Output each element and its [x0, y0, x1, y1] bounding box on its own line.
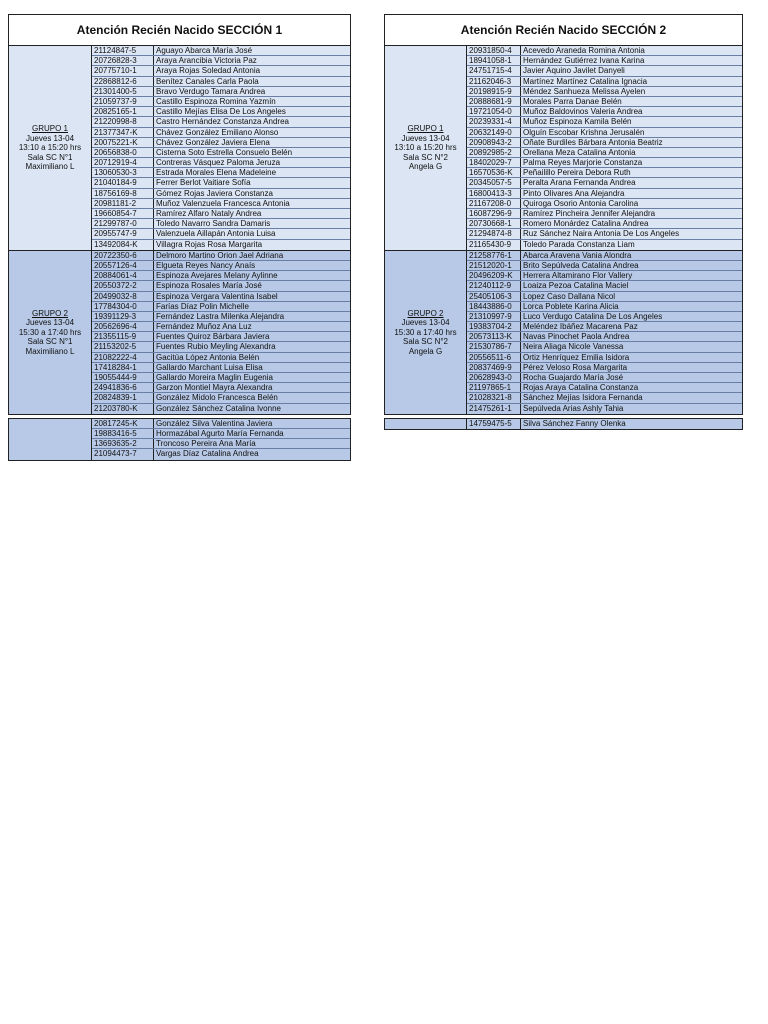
- section-1-extra: [8, 418, 351, 461]
- table-row: [92, 148, 350, 158]
- table-row: [92, 107, 350, 117]
- student-name: Loaiza Pezoa Catalina Maciel: [523, 281, 629, 291]
- student-rut: 14759475-5: [467, 419, 521, 429]
- student-rut: 21059737-9: [92, 97, 154, 106]
- student-name: Acevedo Araneda Romina Antonia: [523, 46, 645, 55]
- table-row: [467, 138, 742, 148]
- table-row: [92, 46, 350, 56]
- student-rut: 21040184-9: [92, 178, 154, 187]
- student-rut: 20239331-4: [467, 117, 521, 126]
- student-rut: 18756169-8: [92, 189, 154, 198]
- student-name: Gacitúa López Antonia Belén: [156, 352, 260, 362]
- student-name: Peñailillo Pereira Debora Ruth: [523, 168, 631, 178]
- table-row: [467, 419, 742, 429]
- student-name: Rojas Araya Catalina Constanza: [523, 383, 639, 393]
- student-rut: 20632149-0: [467, 128, 521, 137]
- group-room: Sala SC N°2: [403, 152, 448, 162]
- table-row: [467, 393, 742, 403]
- student-rut: 20824839-1: [92, 393, 154, 402]
- group-room: Sala SC N°1: [27, 337, 73, 346]
- student-name: Oñate Burdiles Bárbara Antonia Beatriz: [523, 137, 663, 147]
- table-row: [92, 56, 350, 66]
- student-name: Castillo Espinoza Romina Yazmín: [156, 96, 276, 106]
- student-rut: 21167208-0: [467, 199, 521, 208]
- table-row: [467, 66, 742, 76]
- student-rut: 21310997-9: [467, 312, 521, 321]
- table-row: [92, 419, 350, 429]
- table-row: [92, 87, 350, 97]
- student-name: Vargas Díaz Catalina Andrea: [156, 449, 259, 459]
- group-info-empty: [9, 419, 92, 460]
- student-name: González Midolo Francesca Belén: [156, 393, 278, 403]
- table-row: [92, 404, 350, 414]
- student-rut: 13693635-2: [92, 439, 154, 448]
- student-rut: 17784304-0: [92, 302, 154, 311]
- group-info-empty: [385, 419, 467, 429]
- table-row: [467, 322, 742, 332]
- student-name: Troncoso Pereira Ana María: [156, 439, 256, 449]
- table-row: [92, 281, 350, 291]
- student-rut: 13060530-3: [92, 168, 154, 177]
- student-rut: 24751715-4: [467, 66, 521, 75]
- student-rut: 21355115-9: [92, 332, 154, 341]
- student-rut: 20550372-2: [92, 281, 154, 290]
- student-name: Ramírez Alfaro Nataly Andrea: [156, 209, 262, 218]
- section-2-extra: [384, 418, 743, 430]
- student-name: Farías Díaz Polin Michelle: [156, 301, 249, 311]
- student-rut: 18941058-1: [467, 56, 521, 65]
- group-tutor: Angela G: [408, 162, 443, 172]
- student-name: Hernández Gutiérrez Ivana Karina: [523, 56, 645, 66]
- student-list: [467, 419, 742, 429]
- group-day: Jueves 13-04: [401, 133, 450, 143]
- table-row: [92, 219, 350, 229]
- table-row: [92, 168, 350, 178]
- student-rut: 20892985-2: [467, 148, 521, 157]
- student-rut: 20496209-K: [467, 271, 521, 280]
- student-list: [92, 46, 350, 250]
- student-rut: 18443886-0: [467, 302, 521, 311]
- student-rut: 20817245-K: [92, 419, 154, 428]
- student-name: Toledo Navarro Sandra Damaris: [156, 219, 271, 229]
- table-row: [467, 373, 742, 383]
- student-name: Meléndez Ibáñez Macarena Paz: [523, 322, 638, 332]
- student-rut: 20562696-4: [92, 322, 154, 331]
- student-name: Luco Verdugo Catalina De Los Angeles: [523, 311, 663, 321]
- student-name: Silva Sánchez Fanny Olenka: [523, 418, 626, 428]
- table-row: [92, 449, 350, 459]
- table-row: [467, 148, 742, 158]
- student-rut: 24941836-6: [92, 383, 154, 392]
- table-row: [92, 429, 350, 439]
- table-row: [467, 87, 742, 97]
- student-rut: 20726828-3: [92, 56, 154, 65]
- group-room: Sala SC N°1: [27, 152, 73, 162]
- student-name: Morales Parra Danae Belén: [523, 96, 622, 106]
- student-rut: 20884061-4: [92, 271, 154, 280]
- table-row: [467, 199, 742, 209]
- student-name: Espinoza Avejares Melany Aylinne: [156, 271, 278, 281]
- table-row: [92, 199, 350, 209]
- student-name: Ferrer Berlot Vaitiare Sofía: [156, 178, 251, 188]
- table-row: [467, 261, 742, 271]
- student-name: Fernández Lastra Milenka Alejandra: [156, 311, 285, 321]
- table-row: [92, 342, 350, 352]
- student-name: Araya Arancibia Victoria Paz: [156, 56, 257, 66]
- student-rut: 16570536-K: [467, 168, 521, 177]
- student-rut: 20656838-0: [92, 148, 154, 157]
- student-rut: 21220998-8: [92, 117, 154, 126]
- group-time: 13:10 a 15:20 hrs: [394, 143, 457, 153]
- table-row: [467, 117, 742, 127]
- student-rut: 21512020-1: [467, 261, 521, 270]
- group-tutor: Maximiliano L: [25, 346, 75, 356]
- student-rut: 22868812-6: [92, 77, 154, 86]
- table-row: [92, 251, 350, 261]
- table-row: [467, 128, 742, 138]
- table-row: [92, 332, 350, 342]
- table-row: [92, 363, 350, 373]
- student-rut: 21475261-1: [467, 404, 521, 414]
- table-row: [467, 77, 742, 87]
- group-time: 15:30 a 17:40 hrs: [18, 327, 82, 337]
- student-rut: 16800413-3: [467, 189, 521, 198]
- table-row: [92, 97, 350, 107]
- student-name: Gallardo Moreira Maglin Eugenia: [156, 373, 273, 382]
- group-name: GRUPO 1: [407, 124, 444, 134]
- student-rut: 21153202-5: [92, 342, 154, 351]
- table-row: [467, 383, 742, 393]
- group-day: Jueves 13-04: [25, 318, 75, 327]
- table-row: [92, 302, 350, 312]
- student-name: Garzon Montiel Mayra Alexandra: [156, 383, 273, 393]
- table-row: [92, 178, 350, 188]
- table-row: [92, 240, 350, 250]
- student-rut: 20981181-2: [92, 199, 154, 208]
- student-rut: 20345057-5: [467, 178, 521, 187]
- section-2-group-2: [384, 251, 743, 415]
- section-1-group-1: [8, 46, 351, 251]
- table-row: [467, 178, 742, 188]
- student-name: González Sánchez Catalina Ivonne: [156, 403, 281, 413]
- student-name: Neira Aliaga Nicole Vanessa: [523, 342, 624, 352]
- table-row: [92, 117, 350, 127]
- table-row: [467, 240, 742, 250]
- table-row: [467, 229, 742, 239]
- student-rut: 20837469-9: [467, 363, 521, 372]
- student-rut: 20573113-K: [467, 332, 521, 341]
- group-time: 13:10 a 15:20 hrs: [18, 143, 82, 153]
- student-rut: 20825165-1: [92, 107, 154, 116]
- student-rut: 21124847-5: [92, 46, 154, 55]
- student-name: Fuentes Rubio Meyling Alexandra: [156, 342, 276, 352]
- group-name: GRUPO 2: [407, 308, 444, 318]
- table-row: [467, 56, 742, 66]
- student-name: Espinoza Vergara Valentina Isabel: [156, 291, 278, 301]
- table-row: [467, 219, 742, 229]
- student-rut: 20556511-6: [467, 353, 521, 362]
- student-name: Estrada Morales Elena Madeleine: [156, 168, 277, 178]
- student-name: Quiroga Osorio Antonia Carolina: [523, 198, 639, 208]
- student-rut: 21377347-K: [92, 128, 154, 137]
- table-row: [92, 373, 350, 383]
- student-rut: 20908943-2: [467, 138, 521, 147]
- student-name: Martínez Martínez Catalina Ignacia: [523, 76, 648, 86]
- student-rut: 21203780-K: [92, 404, 154, 414]
- table-row: [92, 312, 350, 322]
- table-row: [92, 353, 350, 363]
- student-name: Méndez Sanhueza Melissa Ayelen: [523, 86, 646, 96]
- group-info: [385, 251, 467, 414]
- table-row: [467, 97, 742, 107]
- student-name: Gallardo Marchant Luisa Elisa: [156, 362, 263, 372]
- group-day: Jueves 13-04: [401, 318, 450, 327]
- student-rut: 21240112-9: [467, 281, 521, 290]
- student-rut: 21530786-7: [467, 342, 521, 351]
- table-row: [467, 158, 742, 168]
- table-row: [92, 128, 350, 138]
- table-row: [92, 229, 350, 239]
- student-name: Romero Monárdez Catalina Andrea: [523, 219, 649, 229]
- student-name: Contreras Vásquez Paloma Jeruza: [156, 158, 281, 168]
- group-info: [9, 251, 92, 414]
- table-row: [92, 292, 350, 302]
- student-rut: 21294874-8: [467, 229, 521, 238]
- student-name: Gómez Rojas Javiera Constanza: [156, 188, 273, 198]
- student-name: Pérez Veloso Rosa Margarita: [523, 362, 628, 372]
- student-name: Lorca Poblete Karina Alicia: [523, 301, 619, 311]
- student-name: Muñoz Valenzuela Francesca Antonia: [156, 198, 290, 208]
- group-room: Sala SC N°2: [403, 337, 448, 346]
- table-row: [467, 404, 742, 414]
- table-row: [92, 261, 350, 271]
- student-name: Abarca Aravena Vania Alondra: [523, 250, 632, 260]
- student-name: Sánchez Mejías Isidora Fernanda: [523, 393, 643, 403]
- student-rut: 20557126-4: [92, 261, 154, 270]
- student-name: Cisterna Soto Estrella Consuelo Belén: [156, 147, 293, 157]
- group-info: [9, 46, 92, 250]
- student-name: Lopez Caso Dallana Nicol: [523, 291, 616, 301]
- table-row: [467, 271, 742, 281]
- student-rut: 21028321-8: [467, 393, 521, 402]
- student-name: Muñoz Baldovinos Valeria Andrea: [523, 107, 643, 117]
- table-row: [92, 77, 350, 87]
- group-name: GRUPO 1: [31, 124, 68, 134]
- table-row: [467, 342, 742, 352]
- student-list: [467, 46, 742, 250]
- student-name: Palma Reyes Marjorie Constanza: [523, 158, 643, 168]
- table-row: [467, 281, 742, 291]
- student-name: Olguín Escobar Krishna Jerusalén: [523, 127, 645, 137]
- student-name: Toledo Parada Constanza Liam: [523, 239, 635, 249]
- student-rut: 20955747-9: [92, 229, 154, 238]
- student-rut: 20499032-8: [92, 292, 154, 301]
- student-name: Aguayo Abarca María José: [156, 46, 253, 55]
- table-row: [467, 189, 742, 199]
- student-name: Bravo Verdugo Tamara Andrea: [156, 86, 266, 96]
- table-row: [467, 353, 742, 363]
- student-list: [92, 251, 350, 414]
- table-row: [92, 158, 350, 168]
- section-1-table: [8, 14, 351, 461]
- group-time: 15:30 a 17:40 hrs: [394, 327, 457, 337]
- student-name: Fernández Muñoz Ana Luz: [156, 322, 252, 332]
- table-row: [467, 363, 742, 373]
- group-info: [385, 46, 467, 250]
- student-name: Ramírez Pincheira Jennifer Alejandra: [523, 209, 656, 218]
- student-rut: 20775710-1: [92, 66, 154, 75]
- student-list: [467, 251, 742, 414]
- student-name: Chávez González Javiera Elena: [156, 137, 270, 147]
- table-row: [92, 66, 350, 76]
- student-name: González Silva Valentina Javiera: [156, 418, 273, 428]
- student-rut: 20730668-1: [467, 219, 521, 228]
- student-rut: 19721054-0: [467, 107, 521, 116]
- student-name: Chávez González Emiliano Alonso: [156, 127, 279, 137]
- student-rut: 17418284-1: [92, 363, 154, 372]
- student-rut: 19660854-7: [92, 209, 154, 218]
- table-row: [92, 209, 350, 219]
- table-row: [467, 312, 742, 322]
- table-row: [92, 271, 350, 281]
- group-tutor: Angela G: [408, 346, 443, 356]
- student-name: Hormazábal Agurto María Fernanda: [156, 428, 284, 438]
- table-row: [92, 322, 350, 332]
- student-rut: 20075221-K: [92, 138, 154, 147]
- student-name: Peralta Arana Fernanda Andrea: [523, 178, 636, 188]
- student-name: Elgueta Reyes Nancy Anaís: [156, 260, 256, 270]
- table-row: [92, 138, 350, 148]
- student-rut: 18402029-7: [467, 158, 521, 167]
- student-rut: 21258776-1: [467, 251, 521, 260]
- student-rut: 16087296-9: [467, 209, 521, 218]
- student-name: Araya Rojas Soledad Antonia: [156, 66, 261, 76]
- student-rut: 25405106-3: [467, 292, 521, 301]
- student-rut: 21162046-3: [467, 77, 521, 86]
- section-1-title: Atención Recién Nacido SECCIÓN 1: [8, 14, 351, 46]
- student-name: Espinoza Rosales María José: [156, 281, 262, 291]
- student-name: Ruz Sánchez Naira Antonia De Los Angeles: [523, 229, 680, 239]
- student-rut: 20198915-9: [467, 87, 521, 96]
- student-name: Orellana Meza Catalina Antonia: [523, 147, 636, 157]
- student-name: Ortiz Henríquez Emilia Isidora: [523, 352, 630, 362]
- group-day: Jueves 13-04: [25, 133, 75, 143]
- student-rut: 20628943-0: [467, 373, 521, 382]
- student-name: Benítez Canales Carla Paola: [156, 76, 259, 86]
- student-list: [92, 419, 350, 460]
- student-rut: 21299787-0: [92, 219, 154, 228]
- student-rut: 21165430-9: [467, 240, 521, 250]
- table-row: [467, 168, 742, 178]
- student-rut: 20712919-4: [92, 158, 154, 167]
- table-row: [92, 439, 350, 449]
- section-2-table: [384, 14, 743, 430]
- student-name: Rocha Guajardo María José: [523, 373, 624, 382]
- student-name: Herrera Altamirano Flor Vallery: [523, 271, 633, 281]
- table-row: [92, 393, 350, 403]
- student-name: Delmoro Martino Orion Jael Adriana: [156, 250, 284, 260]
- table-row: [467, 302, 742, 312]
- student-name: Muñoz Espinoza Kamila Belén: [523, 117, 632, 127]
- student-rut: 20722350-6: [92, 251, 154, 260]
- student-name: Pinto Olivares Ana Alejandra: [523, 188, 625, 198]
- table-row: [467, 209, 742, 219]
- student-rut: 20888681-9: [467, 97, 521, 106]
- student-name: Brito Sepúlveda Catalina Andrea: [523, 260, 639, 270]
- student-name: Navas Pinochet Paola Andrea: [523, 332, 630, 342]
- student-rut: 19383704-2: [467, 322, 521, 331]
- table-row: [467, 46, 742, 56]
- table-row: [92, 189, 350, 199]
- table-row: [467, 251, 742, 261]
- student-name: Villagra Rojas Rosa Margarita: [156, 239, 263, 249]
- student-rut: 13492084-K: [92, 240, 154, 250]
- student-rut: 21094473-7: [92, 449, 154, 459]
- student-rut: 20931850-4: [467, 46, 521, 55]
- section-2-title: Atención Recién Nacido SECCIÓN 2: [384, 14, 743, 46]
- student-rut: 21301400-5: [92, 87, 154, 96]
- student-rut: 21082222-4: [92, 353, 154, 362]
- section-1-group-2: [8, 251, 351, 415]
- table-row: [92, 383, 350, 393]
- student-rut: 19391129-3: [92, 312, 154, 321]
- table-row: [467, 292, 742, 302]
- section-2-group-1: [384, 46, 743, 251]
- student-rut: 19055444-9: [92, 373, 154, 382]
- table-row: [467, 332, 742, 342]
- student-rut: 19883416-5: [92, 429, 154, 438]
- student-name: Javier Aquino Javilet Danyeli: [523, 66, 625, 76]
- student-name: Castro Hernández Constanza Andrea: [156, 117, 289, 127]
- student-name: Sepúlveda Arias Ashly Tahia: [523, 403, 624, 413]
- table-row: [467, 107, 742, 117]
- student-rut: 21197865-1: [467, 383, 521, 392]
- group-name: GRUPO 2: [31, 308, 68, 318]
- student-name: Castillo Mejías Elisa De Los Angeles: [156, 107, 286, 117]
- student-name: Valenzuela Aillapán Antonia Luisa: [156, 229, 276, 239]
- student-name: Fuentes Quiroz Bárbara Javiera: [156, 332, 270, 342]
- group-tutor: Maximiliano L: [25, 162, 75, 172]
